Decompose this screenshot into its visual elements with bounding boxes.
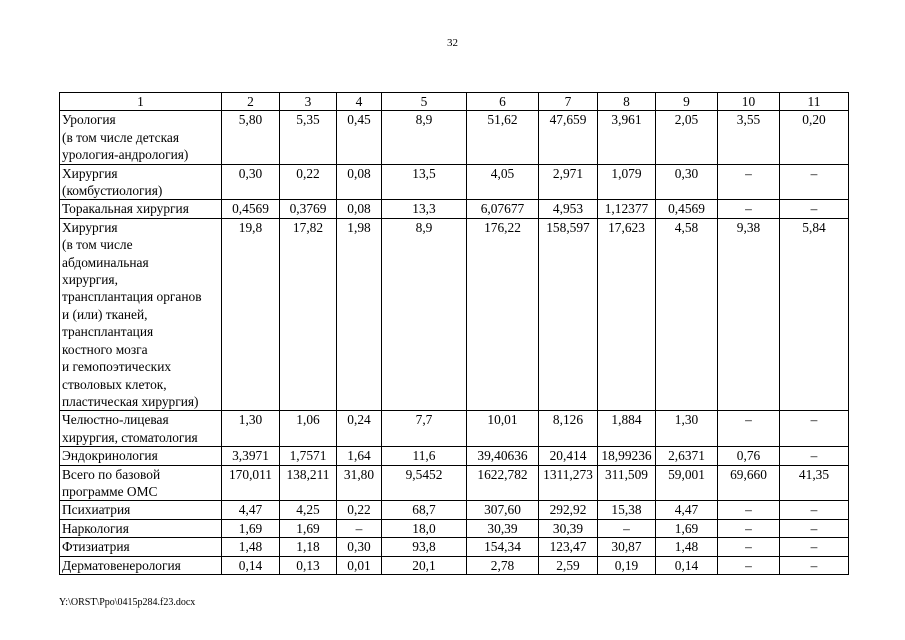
value-cell: 2,05 <box>656 111 718 164</box>
row-name-line: Наркология <box>62 520 129 536</box>
value-cell: 0,13 <box>280 556 337 574</box>
row-name-cell <box>60 501 222 519</box>
value-cell: 2,78 <box>467 556 539 574</box>
value-cell: 0,3769 <box>280 200 337 218</box>
value-cell: 170,011 <box>222 465 280 501</box>
value-cell: 30,87 <box>598 538 656 556</box>
footer-file-path: Y:\ORST\Ppo\0415p284.f23.docx <box>59 597 196 608</box>
value-cell: 1,69 <box>222 519 280 537</box>
row-name-line: (в том числе детская <box>62 129 180 145</box>
value-cell: 4,953 <box>539 200 598 218</box>
value-cell: 20,414 <box>539 447 598 465</box>
value-cell: 4,47 <box>656 501 718 519</box>
value-cell: 0,19 <box>598 556 656 574</box>
header-cell: 4 <box>337 93 382 111</box>
header-cell: 11 <box>780 93 849 111</box>
value-cell: 5,84 <box>780 218 849 410</box>
value-cell: 17,623 <box>598 218 656 410</box>
value-cell: 13,3 <box>382 200 467 218</box>
value-cell: 1,30 <box>656 411 718 447</box>
row-name-cell <box>60 164 222 200</box>
value-cell: 1,98 <box>337 218 382 410</box>
row-name-line: и гемопоэтических <box>62 359 172 375</box>
value-cell: – <box>780 501 849 519</box>
value-cell: 59,001 <box>656 465 718 501</box>
value-cell: 0,14 <box>222 556 280 574</box>
row-name-line: Эндокринология <box>62 448 158 464</box>
value-cell: 0,4569 <box>222 200 280 218</box>
row-name-line: хирургия, <box>62 272 118 288</box>
value-cell: 31,80 <box>337 465 382 501</box>
table-row <box>60 519 849 537</box>
value-cell: 0,22 <box>337 501 382 519</box>
value-cell: 1311,273 <box>539 465 598 501</box>
value-cell: 0,24 <box>337 411 382 447</box>
value-cell: 154,34 <box>467 538 539 556</box>
value-cell: – <box>598 519 656 537</box>
value-cell: – <box>780 164 849 200</box>
value-cell: 0,08 <box>337 200 382 218</box>
value-cell: 20,1 <box>382 556 467 574</box>
table-row <box>60 200 849 218</box>
value-cell: 17,82 <box>280 218 337 410</box>
value-cell: 8,9 <box>382 111 467 164</box>
value-cell: 307,60 <box>467 501 539 519</box>
row-name-line: Хирургия <box>62 165 118 181</box>
value-cell: 0,30 <box>337 538 382 556</box>
row-name-line: трансплантация органов <box>62 289 202 305</box>
value-cell: 3,55 <box>718 111 780 164</box>
value-cell: – <box>780 538 849 556</box>
row-name-line: и (или) тканей, <box>62 306 148 322</box>
value-cell: 68,7 <box>382 501 467 519</box>
value-cell: – <box>718 519 780 537</box>
row-name-cell <box>60 465 222 501</box>
value-cell: 3,961 <box>598 111 656 164</box>
row-name-line: трансплантация <box>62 324 154 340</box>
value-cell: 0,30 <box>222 164 280 200</box>
value-cell: 1,69 <box>656 519 718 537</box>
value-cell: 1,884 <box>598 411 656 447</box>
value-cell: 0,45 <box>337 111 382 164</box>
row-name-line: (комбустиология) <box>62 183 163 199</box>
value-cell: 2,971 <box>539 164 598 200</box>
value-cell: 18,0 <box>382 519 467 537</box>
value-cell: 1,69 <box>280 519 337 537</box>
value-cell: 51,62 <box>467 111 539 164</box>
value-cell: 30,39 <box>539 519 598 537</box>
header-cell: 1 <box>60 93 222 111</box>
row-name-line: Торакальная хирургия <box>62 201 189 217</box>
table-row <box>60 411 849 447</box>
table-row <box>60 447 849 465</box>
value-cell: – <box>718 556 780 574</box>
value-cell: 9,5452 <box>382 465 467 501</box>
value-cell: 2,6371 <box>656 447 718 465</box>
value-cell: 0,14 <box>656 556 718 574</box>
row-name-cell <box>60 538 222 556</box>
value-cell: 41,35 <box>780 465 849 501</box>
row-name-line: Хирургия <box>62 219 118 235</box>
value-cell: – <box>780 200 849 218</box>
value-cell: 30,39 <box>467 519 539 537</box>
value-cell: 1,18 <box>280 538 337 556</box>
row-name-line: костного мозга <box>62 341 148 357</box>
value-cell: – <box>718 200 780 218</box>
table-row <box>60 164 849 200</box>
table-row <box>60 501 849 519</box>
value-cell: 0,22 <box>280 164 337 200</box>
table-body <box>60 93 849 575</box>
row-name-cell <box>60 218 222 410</box>
value-cell: – <box>780 519 849 537</box>
value-cell: 18,99236 <box>598 447 656 465</box>
row-name-cell <box>60 519 222 537</box>
value-cell: 2,59 <box>539 556 598 574</box>
value-cell: 1,30 <box>222 411 280 447</box>
data-table <box>59 92 849 575</box>
value-cell: 0,76 <box>718 447 780 465</box>
value-cell: 0,01 <box>337 556 382 574</box>
value-cell: 0,08 <box>337 164 382 200</box>
value-cell: 138,211 <box>280 465 337 501</box>
row-name-line: Челюстно-лицевая <box>62 412 169 428</box>
value-cell: 0,4569 <box>656 200 718 218</box>
row-name-line: пластическая хирургия) <box>62 393 199 409</box>
row-name-cell <box>60 411 222 447</box>
table-row <box>60 556 849 574</box>
value-cell: 47,659 <box>539 111 598 164</box>
header-cell: 5 <box>382 93 467 111</box>
value-cell: 4,58 <box>656 218 718 410</box>
value-cell: 5,80 <box>222 111 280 164</box>
header-cell: 7 <box>539 93 598 111</box>
table-row <box>60 538 849 556</box>
value-cell: 292,92 <box>539 501 598 519</box>
value-cell: 1,06 <box>280 411 337 447</box>
value-cell: 311,509 <box>598 465 656 501</box>
header-cell: 3 <box>280 93 337 111</box>
header-row <box>60 93 849 111</box>
value-cell: 13,5 <box>382 164 467 200</box>
header-cell: 8 <box>598 93 656 111</box>
page-number: 32 <box>447 37 458 49</box>
row-name-line: урология-андрология) <box>62 147 189 163</box>
value-cell: 1,48 <box>222 538 280 556</box>
value-cell: 4,25 <box>280 501 337 519</box>
value-cell: – <box>718 164 780 200</box>
row-name-line: Фтизиатрия <box>62 539 130 555</box>
table-row <box>60 111 849 164</box>
value-cell: 0,20 <box>780 111 849 164</box>
row-name-cell <box>60 111 222 164</box>
row-name-cell <box>60 200 222 218</box>
header-cell: 2 <box>222 93 280 111</box>
table-row <box>60 218 849 410</box>
value-cell: 6,07677 <box>467 200 539 218</box>
value-cell: – <box>718 411 780 447</box>
value-cell: 4,47 <box>222 501 280 519</box>
value-cell: 7,7 <box>382 411 467 447</box>
row-name-line: (в том числе <box>62 237 133 253</box>
value-cell: 39,40636 <box>467 447 539 465</box>
value-cell: 11,6 <box>382 447 467 465</box>
value-cell: 93,8 <box>382 538 467 556</box>
value-cell: 1,48 <box>656 538 718 556</box>
value-cell: – <box>337 519 382 537</box>
header-cell: 6 <box>467 93 539 111</box>
value-cell: 3,3971 <box>222 447 280 465</box>
value-cell: – <box>718 538 780 556</box>
header-cell: 9 <box>656 93 718 111</box>
value-cell: – <box>780 556 849 574</box>
value-cell: – <box>780 447 849 465</box>
row-name-cell <box>60 447 222 465</box>
value-cell: 8,9 <box>382 218 467 410</box>
value-cell: 10,01 <box>467 411 539 447</box>
value-cell: 9,38 <box>718 218 780 410</box>
row-name-line: хирургия, стоматология <box>62 429 198 445</box>
row-name-line: Дерматовенерология <box>62 557 181 573</box>
value-cell: 69,660 <box>718 465 780 501</box>
value-cell: 15,38 <box>598 501 656 519</box>
table-row <box>60 465 849 501</box>
row-name-line: абдоминальная <box>62 254 149 270</box>
row-name-line: Всего по базовой <box>62 466 161 482</box>
value-cell: 19,8 <box>222 218 280 410</box>
value-cell: 123,47 <box>539 538 598 556</box>
value-cell: 1,079 <box>598 164 656 200</box>
row-name-line: Урология <box>62 112 116 128</box>
row-name-line: программе ОМС <box>62 483 158 499</box>
value-cell: 1,12377 <box>598 200 656 218</box>
value-cell: 1,7571 <box>280 447 337 465</box>
value-cell: – <box>780 411 849 447</box>
value-cell: 5,35 <box>280 111 337 164</box>
value-cell: 1,64 <box>337 447 382 465</box>
value-cell: 4,05 <box>467 164 539 200</box>
value-cell: – <box>718 501 780 519</box>
value-cell: 1622,782 <box>467 465 539 501</box>
value-cell: 0,30 <box>656 164 718 200</box>
row-name-line: Психиатрия <box>62 502 131 518</box>
value-cell: 176,22 <box>467 218 539 410</box>
value-cell: 158,597 <box>539 218 598 410</box>
header-cell: 10 <box>718 93 780 111</box>
value-cell: 8,126 <box>539 411 598 447</box>
row-name-cell <box>60 556 222 574</box>
row-name-line: стволовых клеток, <box>62 376 167 392</box>
